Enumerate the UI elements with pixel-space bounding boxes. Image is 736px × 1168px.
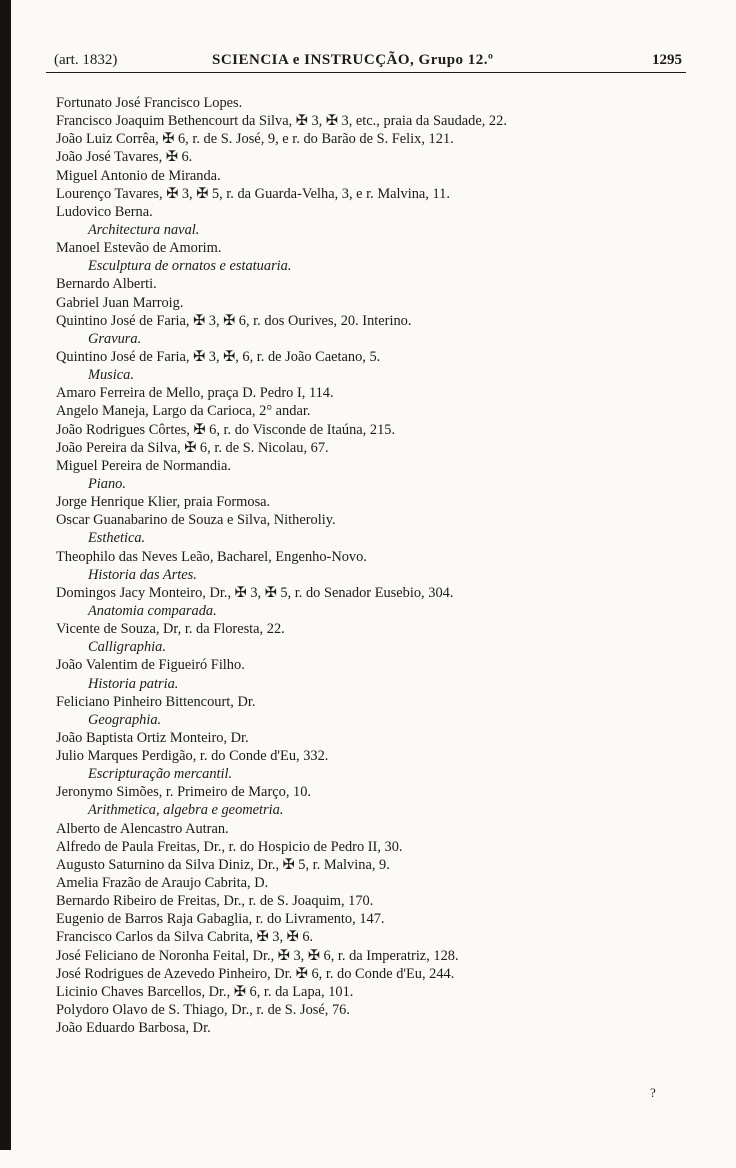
section-heading: Musica. [88, 367, 134, 384]
list-item: Alberto de Alencastro Autran. [56, 820, 229, 837]
list-item: José Rodrigues de Azevedo Pinheiro, Dr. ✠ 6, r. do Conde d'Eu, 244. [56, 965, 455, 982]
list-item: Lourenço Tavares, ✠ 3, ✠ 5, r. da Guarda-Velha, 3, e r. Malvina, 11. [56, 185, 450, 202]
section-heading: Architectura naval. [88, 221, 200, 238]
list-item: Theophilo das Neves Leão, Bacharel, Engenho-Novo. [56, 548, 367, 565]
list-item: Domingos Jacy Monteiro, Dr., ✠ 3, ✠ 5, r. do Senador Eusebio, 304. [56, 584, 454, 601]
list-item: Fortunato José Francisco Lopes. [56, 95, 243, 111]
section-heading: Historia patria. [88, 675, 179, 692]
list-item: Amelia Frazão de Araujo Cabrita, D. [56, 875, 269, 892]
section-heading: Esthetica. [88, 530, 146, 547]
list-item: João Luiz Corrêa, ✠ 6, r. de S. José, 9, e r. do Barão de S. Felix, 121. [56, 131, 454, 148]
list-item: João Valentim de Figueiró Filho. [56, 657, 245, 674]
document-page [46, 52, 686, 1037]
list-item: Oscar Guanabarino de Souza e Silva, Nitheroliy. [56, 512, 336, 529]
list-item: Jorge Henrique Klier, praia Formosa. [56, 494, 271, 511]
list-item: Miguel Antonio de Miranda. [56, 167, 221, 184]
list-item: Francisco Joaquim Bethencourt da Silva, ✠ 3, ✠ 3, etc., praia da Saudade, 22. [56, 113, 507, 130]
list-item: José Feliciano de Noronha Feital, Dr., ✠ 3, ✠ 6, r. da Imperatriz, 128. [56, 947, 459, 964]
list-item: Manoel Estevão de Amorim. [56, 240, 222, 257]
list-item: Julio Marques Perdigão, r. do Conde d'Eu, 332. [56, 748, 329, 765]
list-item: João Rodrigues Côrtes, ✠ 6, r. do Visconde de Itaúna, 215. [56, 421, 396, 438]
list-item: Feliciano Pinheiro Bittencourt, Dr. [56, 693, 256, 710]
list-item: Bernardo Alberti. [56, 276, 157, 293]
list-item: João Baptista Ortiz Monteiro, Dr. [56, 729, 249, 746]
list-item: João José Tavares, ✠ 6. [56, 149, 193, 166]
header-article-ref: (art. 1832) [54, 52, 118, 68]
section-heading: Anatomia comparada. [88, 602, 217, 619]
list-item: Francisco Carlos da Silva Cabrita, ✠ 3, ✠ 6. [56, 929, 314, 946]
list-item: Jeronymo Simões, r. Primeiro de Março, 10. [56, 784, 311, 801]
list-item: Quintino José de Faria, ✠ 3, ✠, 6, r. de João Caetano, 5. [56, 348, 381, 365]
list-item: João Pereira da Silva, ✠ 6, r. de S. Nicolau, 67. [56, 439, 329, 456]
footer-mark: ? [650, 1085, 656, 1100]
page-number: 1295 [652, 52, 682, 68]
section-heading: Historia das Artes. [88, 566, 197, 583]
section-heading: Calligraphia. [88, 639, 166, 656]
list-item: Eugenio de Barros Raja Gabaglia, r. do Livramento, 147. [56, 911, 385, 928]
entry-list [46, 94, 686, 1037]
page-edge-shadow [0, 0, 11, 1150]
list-item: Gabriel Juan Marroig. [56, 294, 184, 311]
list-item: Miguel Pereira de Normandia. [56, 457, 232, 474]
section-heading: Piano. [88, 475, 126, 492]
list-item: Polydoro Olavo de S. Thiago, Dr., r. de S. José, 76. [56, 1002, 350, 1019]
list-item: Bernardo Ribeiro de Freitas, Dr., r. de S. Joaquim, 170. [56, 893, 374, 910]
list-item: Licinio Chaves Barcellos, Dr., ✠ 6, r. da Lapa, 101. [56, 983, 354, 1000]
list-item: Amaro Ferreira de Mello, praça D. Pedro I, 114. [56, 385, 334, 402]
section-heading: Escripturação mercantil. [88, 766, 233, 783]
list-item: Augusto Saturnino da Silva Diniz, Dr., ✠ 5, r. Malvina, 9. [56, 856, 390, 873]
section-heading: Esculptura de ornatos e estatuaria. [88, 258, 292, 275]
section-heading: Geographia. [88, 711, 162, 728]
list-item: Alfredo de Paula Freitas, Dr., r. do Hospicio de Pedro II, 30. [56, 838, 403, 855]
list-item: João Eduardo Barbosa, Dr. [56, 1020, 211, 1037]
section-heading: Arithmetica, algebra e geometria. [88, 802, 284, 819]
page-header [46, 52, 686, 73]
list-item: Quintino José de Faria, ✠ 3, ✠ 6, r. dos Ourives, 20. Interino. [56, 312, 412, 329]
list-item: Ludovico Berna. [56, 203, 153, 220]
header-title: SCIENCIA e INSTRUCÇÃO, Grupo 12.º [212, 52, 494, 68]
list-item: Angelo Maneja, Largo da Carioca, 2° andar. [56, 403, 311, 420]
section-heading: Gravura. [88, 330, 142, 347]
list-item: Vicente de Souza, Dr, r. da Floresta, 22. [56, 621, 285, 638]
